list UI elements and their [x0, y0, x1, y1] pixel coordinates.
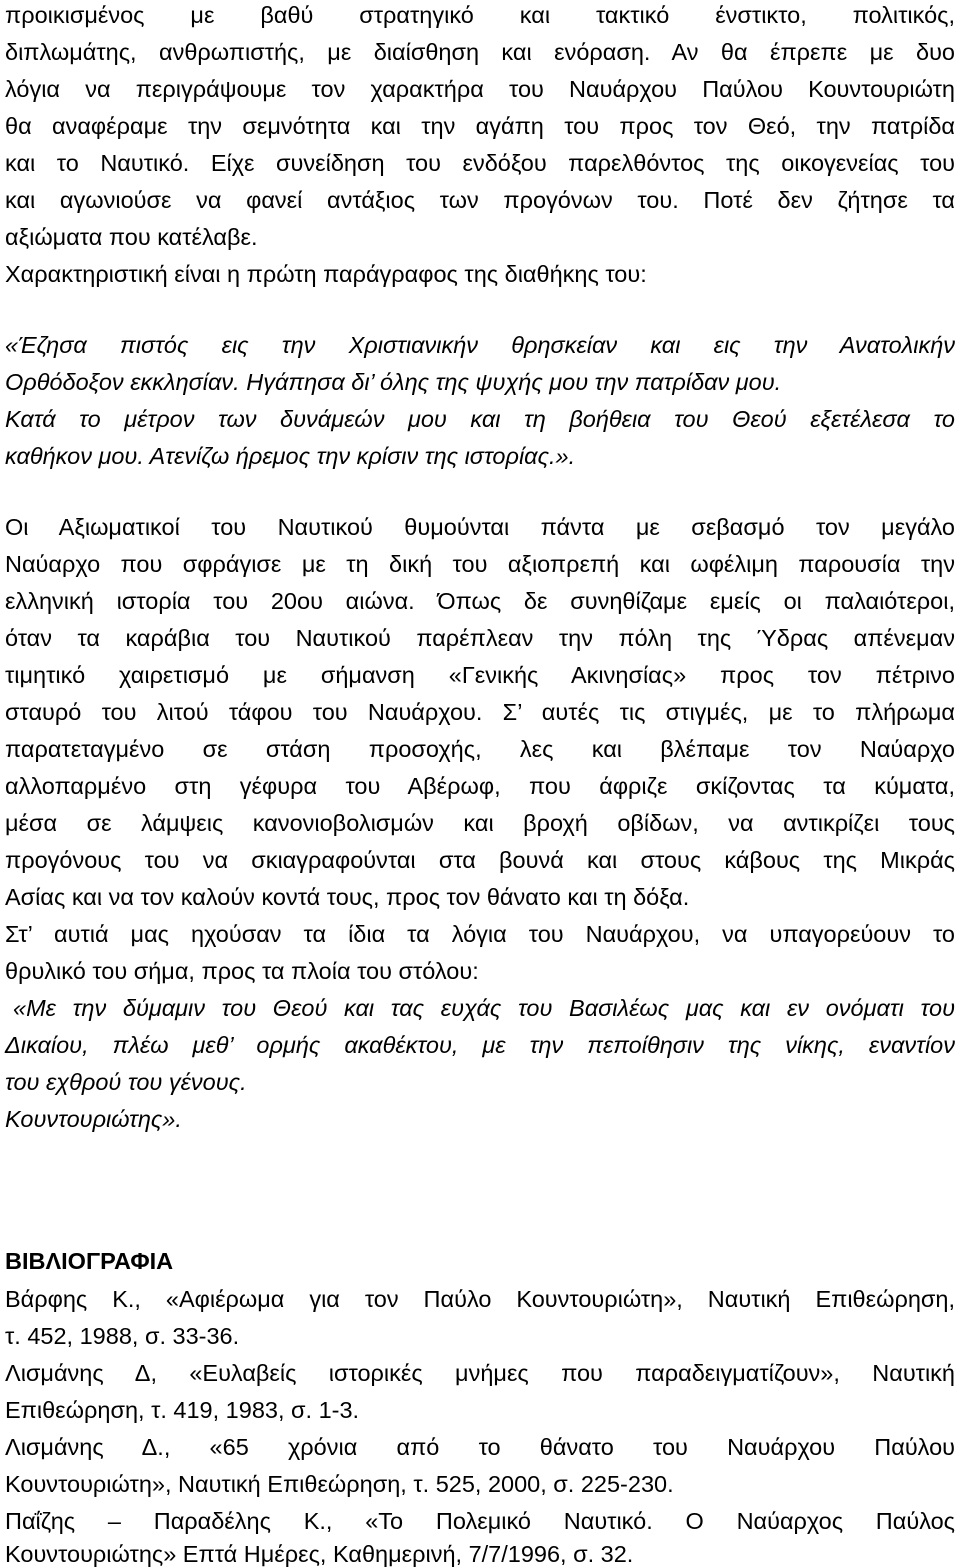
bibliography-line: Επιθεώρηση, τ. 419, 1983, σ. 1-3.: [5, 1397, 360, 1423]
text-line: προγόνους του να σκιαγραφούνται στα βουνά και στους κάβους της Μικράς: [5, 847, 955, 873]
text-line: Στ’ αυτιά μας ηχούσαν τα ίδια τα λόγια του Ναυάρχου, να υπαγορεύουν το: [5, 921, 955, 947]
bibliography-line: τ. 452, 1988, σ. 33-36.: [5, 1323, 240, 1349]
quote-line: «Έζησα πιστός εις την Χριστιανικήν θρησκείαν και εις την Ανατολικήν: [5, 332, 955, 358]
text-line: όταν τα καράβια του Ναυτικού παρέπλεαν την πόλη της Ύδρας απένεμαν: [5, 625, 955, 651]
bibliography-line: Βάρφης Κ., «Αφιέρωμα για τον Παύλο Κουντουριώτη», Ναυτική Επιθεώρηση,: [5, 1286, 955, 1312]
text-line: προικισμένος με βαθύ στρατηγικό και τακτικό ένστικτο, πολιτικός,: [5, 2, 955, 28]
quote-line: Κουντουριώτης».: [5, 1106, 182, 1132]
quote-line: Κατά το μέτρον των δυνάμεών μου και τη βοήθεια του Θεού εξετέλεσα το: [5, 406, 955, 432]
text-line: σταυρό του λιτού τάφου του Ναυάρχου. Σ’ αυτές τις στιγμές, με το πλήρωμα: [5, 699, 955, 725]
text-line: παρατεταγμένο σε στάση προσοχής, λες και βλέπαμε τον Ναύαρχο: [5, 736, 955, 762]
quote-line: καθήκον μου. Ατενίζω ήρεμος την κρίσιν της ιστορίας.».: [5, 443, 576, 469]
quote-line: «Με την δύμαμιν του Θεού και τας ευχάς του Βασιλέως μας και εν ονόματι του: [13, 995, 955, 1021]
text-line: αξιώματα που κατέλαβε.: [5, 224, 258, 250]
text-line: αλλοπαρμένο στη γέφυρα του Αβέρωφ, που άφριζε σκίζοντας τα κύματα,: [5, 773, 955, 799]
text-line: ελληνική ιστορία του 20ου αιώνα. Όπως δε συνηθίζαμε εμείς οι παλαιότεροι,: [5, 588, 955, 614]
text-line: θα αναφέραμε την σεμνότητα και την αγάπη του προς τον Θεό, την πατρίδα: [5, 113, 955, 139]
text-line: Οι Αξιωματικοί του Ναυτικού θυμούνται πάντα με σεβασμό τον μεγάλο: [5, 514, 955, 540]
text-line: θρυλικό του σήμα, προς τα πλοία του στόλου:: [5, 958, 479, 984]
text-line: και αγωνιούσε να φανεί αντάξιος των προγόνων του. Ποτέ δεν ζήτησε τα: [5, 187, 955, 213]
text-line: μέσα σε λάμψεις κανονιοβολισμών και βροχή οβίδων, να αντικρίζει τους: [5, 810, 955, 836]
bibliography-line: Λισμάνης Δ, «Ευλαβείς ιστορικές μνήμες που παραδειγματίζουν», Ναυτική: [5, 1360, 955, 1386]
quote-line: Δικαίου, πλέω μεθ’ ορμής ακαθέκτου, με την πεποίθησιν της νίκης, εναντίον: [5, 1032, 955, 1058]
text-line: λόγια να περιγράψουμε τον χαρακτήρα του Ναυάρχου Παύλου Κουντουριώτη: [5, 76, 955, 102]
text-line: και το Ναυτικό. Είχε συνείδηση του ενδόξου παρελθόντος της οικογενείας του: [5, 150, 955, 176]
quote-line: του εχθρού του γένους.: [5, 1069, 247, 1095]
text-line: διπλωμάτης, ανθρωπιστής, με διαίσθηση και ενόραση. Αν θα έπρεπε με δυο: [5, 39, 955, 65]
bibliography-line: Παΐζης – Παραδέλης Κ., «Το Πολεμικό Ναυτικό. Ο Ναύαρχος Παύλος: [5, 1508, 955, 1534]
text-line: Ναύαρχο που σφράγισε με τη δική του αξιοπρεπή και ωφέλιμη παρουσία την: [5, 551, 955, 577]
quote-line: Ορθόδοξον εκκλησίαν. Ηγάπησα δι’ όλης της ψυχής μου την πατρίδαν μου.: [5, 369, 782, 395]
testament-intro: Χαρακτηριστική είναι η πρώτη παράγραφος της διαθήκης του:: [5, 261, 647, 287]
bibliography-line: Κουντουριώτης» Επτά Ημέρες, Καθημερινή, 7/7/1996, σ. 32.: [5, 1541, 634, 1567]
text-line: Ασίας και να τον καλούν κοντά τους, προς τον θάνατο και τη δόξα.: [5, 884, 690, 910]
bibliography-heading: ΒΙΒΛΙΟΓΡΑΦΙΑ: [5, 1248, 174, 1274]
bibliography-line: Κουντουριώτη», Ναυτική Επιθεώρηση, τ. 525, 2000, σ. 225-230.: [5, 1471, 674, 1497]
bibliography-line: Λισμάνης Δ., «65 χρόνια από το θάνατο του Ναυάρχου Παύλου: [5, 1434, 955, 1460]
text-line: τιμητικό χαιρετισμό με σήμανση «Γενικής Ακινησίας» προς τον πέτρινο: [5, 662, 955, 688]
